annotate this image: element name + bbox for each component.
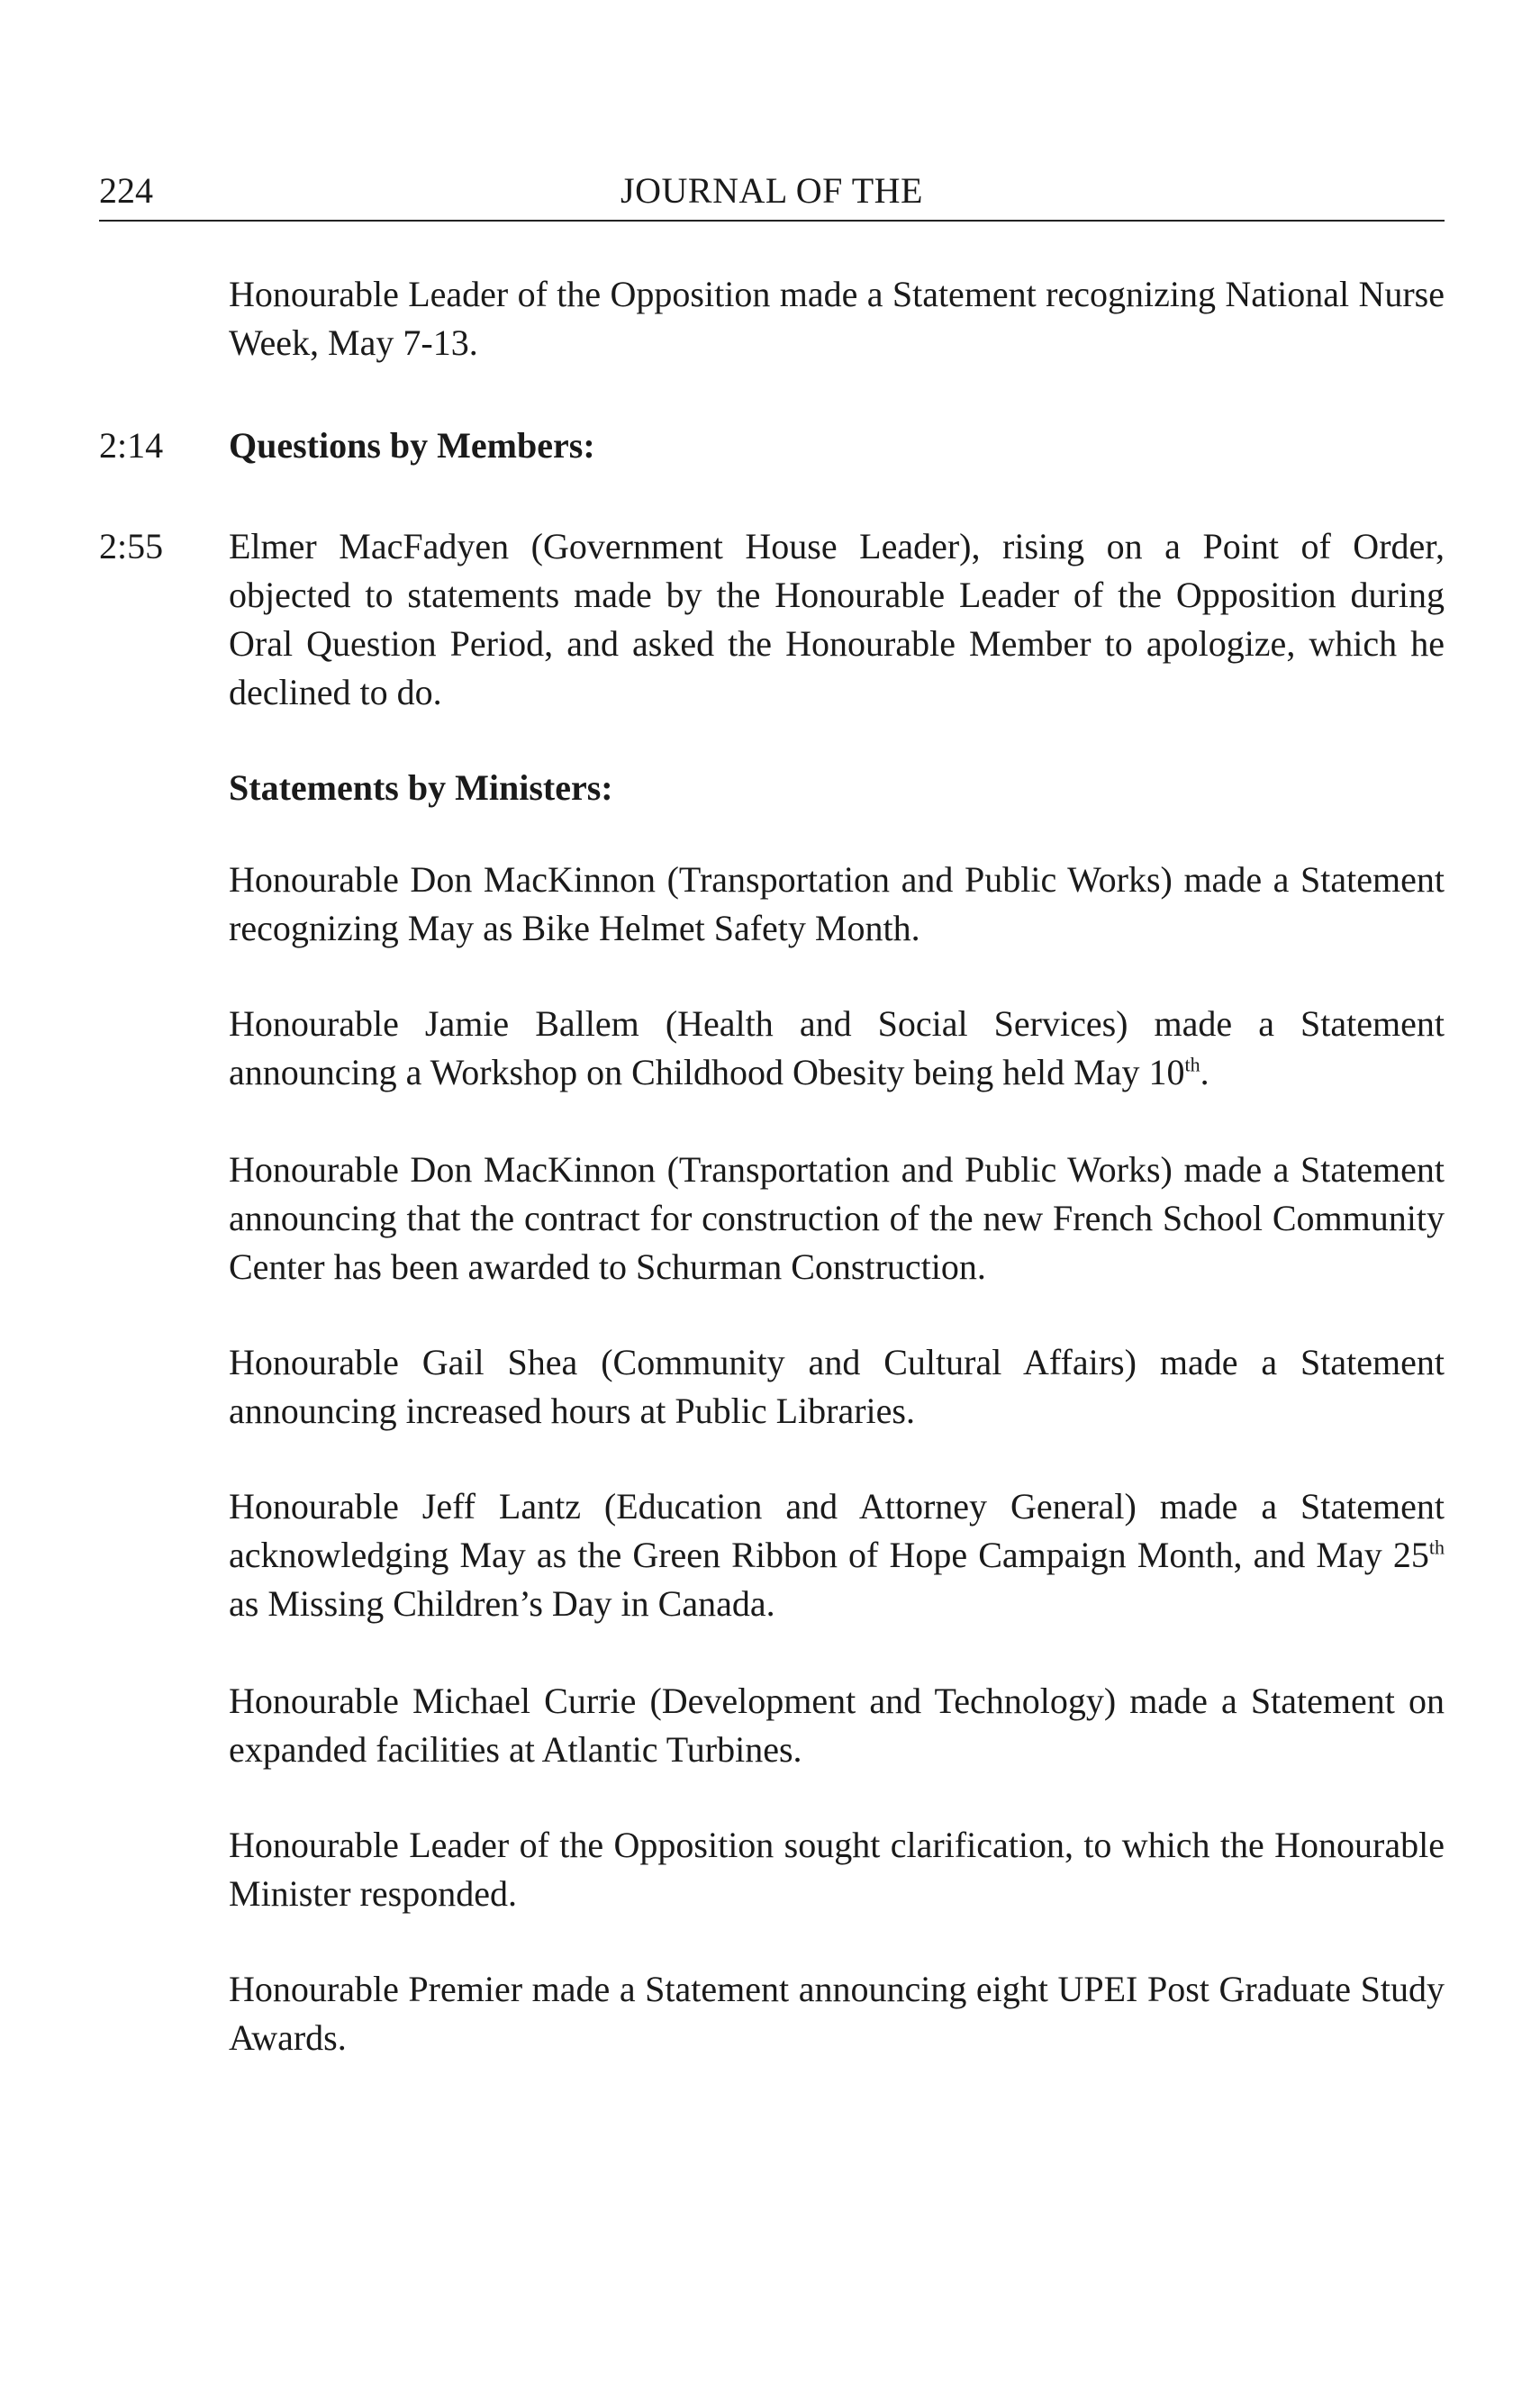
- entry-text: Honourable Jeff Lantz (Education and Attorney General) made a Statement acknowledging May as the Green Ribbon of Hope Campaign Month, and May 25: [229, 1486, 1445, 1575]
- journal-entry-atlantic-turbines: Honourable Michael Currie (Development and Technology) made a Statement on expanded facilities at Atlantic Turbines.: [229, 1681, 1445, 1770]
- section-heading-questions: Questions by Members:: [229, 425, 595, 466]
- journal-entry-nurse-week: Honourable Leader of the Opposition made a Statement recognizing National Nurse Week, May 7-13.: [229, 274, 1445, 363]
- section-heading-statements: Statements by Ministers:: [229, 767, 613, 808]
- entry-text-end: as Missing Children’s Day in Canada.: [229, 1583, 775, 1624]
- running-title: JOURNAL OF THE: [621, 170, 923, 211]
- page-number: 224: [99, 170, 153, 211]
- entry-time: 2:14: [99, 425, 164, 466]
- ordinal-suffix: th: [1184, 1053, 1200, 1076]
- ordinal-suffix: th: [1428, 1536, 1445, 1559]
- entry-text-end: .: [1200, 1052, 1209, 1092]
- entry-text: Honourable Jamie Ballem (Health and Social Services) made a Statement announcing a Workshop on Childhood Obesity being held May 10: [229, 1003, 1445, 1092]
- journal-entry-upei-awards: Honourable Premier made a Statement announcing eight UPEI Post Graduate Study Awards.: [229, 1969, 1445, 2058]
- journal-entry-french-school: Honourable Don MacKinnon (Transportation and Public Works) made a Statement announcing that the contract for construction of the new French School Community Center has been awarded to Schurman Construction.: [229, 1149, 1445, 1287]
- page-header: [99, 169, 1445, 222]
- journal-entry-libraries: Honourable Gail Shea (Community and Cultural Affairs) made a Statement announcing increased hours at Public Libraries.: [229, 1342, 1445, 1431]
- journal-entry-clarification: Honourable Leader of the Opposition sought clarification, to which the Honourable Minister responded.: [229, 1825, 1445, 1914]
- journal-entry-point-of-order: Elmer MacFadyen (Government House Leader), rising on a Point of Order, objected to statements made by the Honourable Leader of the Opposition during Oral Question Period, and asked the Honourable Member to apologize, which he declined to do.: [229, 526, 1445, 712]
- journal-entry-childhood-obesity: [229, 1000, 1445, 1097]
- journal-entry-bike-helmet: Honourable Don MacKinnon (Transportation and Public Works) made a Statement recognizing May as Bike Helmet Safety Month.: [229, 859, 1445, 948]
- journal-entry-green-ribbon: [229, 1482, 1445, 1628]
- entry-time: 2:55: [99, 526, 164, 566]
